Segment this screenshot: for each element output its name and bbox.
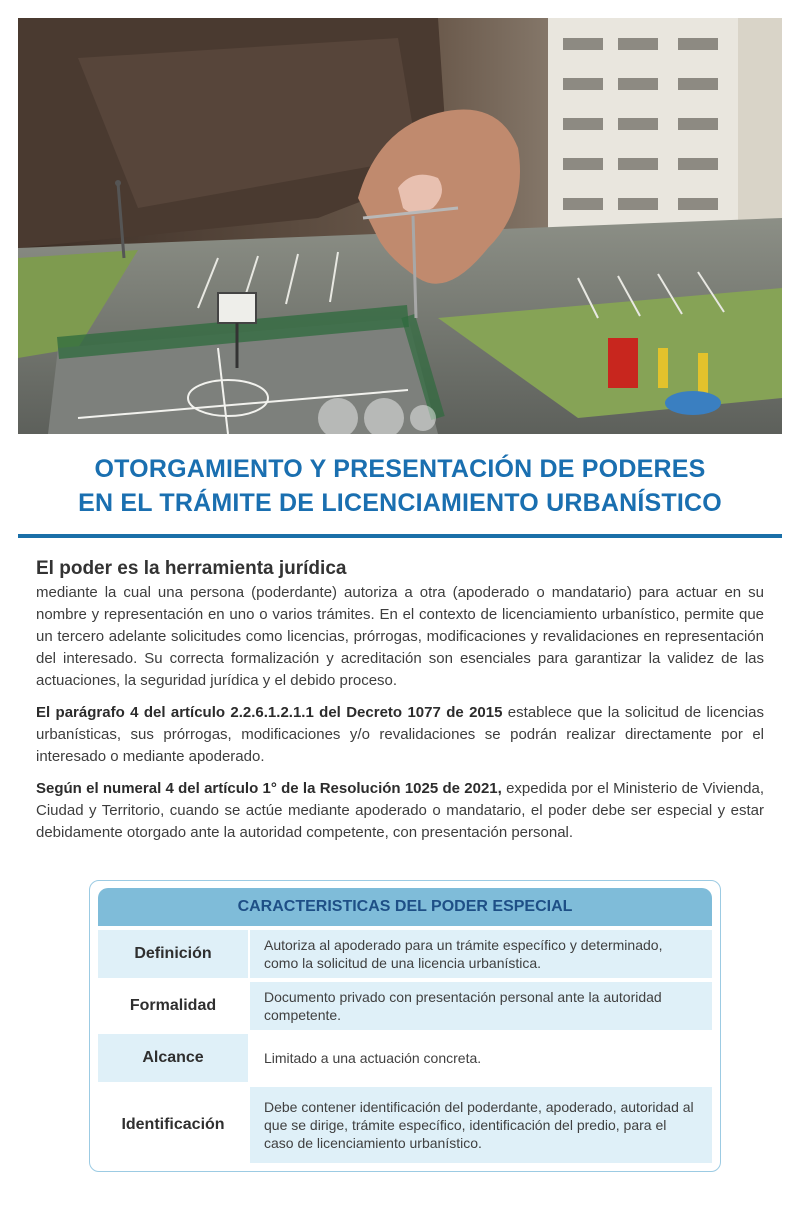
intro-heading: El poder es la herramienta jurídica: [36, 558, 347, 579]
resolution-text: expedida por el Ministerio de Vivienda, Ciudad y Territorio, cuando se actúe mediante apoderado o mandatario, el poder debe ser especial y estar debidamente otorgado ante la autoridad competente, con presentación personal.: [36, 780, 764, 841]
table-row: [98, 930, 712, 978]
decree-reference: El parágrafo 4 del artículo 2.2.6.1.2.1.1 del Decreto 1077 de 2015: [36, 704, 503, 721]
decree-paragraph: [36, 702, 764, 768]
row-value: Autoriza al apoderado para un trámite específico y determinado, como la solicitud de una licencia urbanística.: [250, 930, 712, 978]
page-title-line-1: OTORGAMIENTO Y PRESENTACIÓN DE PODERES: [94, 455, 706, 483]
carousel-dot: [318, 398, 358, 434]
hero-photo: [18, 18, 782, 434]
row-value: Documento privado con presentación personal ante la autoridad competente.: [250, 982, 712, 1030]
carousel-dots: [318, 398, 436, 434]
scale-model-illustration: [18, 18, 782, 434]
decree-text: establece que la solicitud de licencias urbanísticas, sus prórrogas, modificaciones y/o revalidaciones se podrán realizar directamente por el interesado o mediante apoderado.: [36, 704, 764, 765]
table-row: [98, 1034, 712, 1082]
characteristics-table: [89, 880, 721, 1172]
page-title: [0, 452, 800, 520]
intro-paragraph: mediante la cual una persona (poderdante) autoriza a otra (apoderado o mandatario) para actuar en su nombre y representación en uno o varios trámites. En el contexto de licenciamiento urbanístico, permite que un tercero adelante solicitudes como licencias, prórrogas, modificaciones y revalidaciones en representación del interesado. Su correcta formalización y acreditación son esenciales para garantizar la validez de las actuaciones, la seguridad jurídica y el debido proceso.: [36, 584, 764, 689]
table-row: [98, 982, 712, 1030]
carousel-dot: [364, 398, 404, 434]
row-value: Debe contener identificación del poderdante, apoderado, autoridad al que se dirige, trámite específico, identificación del predio, para el caso de licenciamiento urbanístico.: [250, 1087, 712, 1163]
carousel-dot: [410, 405, 436, 431]
row-label: Identificación: [121, 1116, 225, 1133]
row-label: Formalidad: [129, 997, 217, 1014]
main-content: [36, 556, 764, 844]
table-row: [98, 1087, 712, 1163]
page-title-line-2: EN EL TRÁMITE DE LICENCIAMIENTO URBANÍSTICO: [78, 489, 722, 517]
row-value: Limitado a una actuación concreta.: [264, 1050, 482, 1066]
row-label: Alcance: [98, 1034, 248, 1082]
resolution-paragraph: [36, 778, 764, 844]
row-label: Definición: [98, 930, 248, 978]
intro-section: [36, 556, 764, 692]
resolution-reference: Según el numeral 4 del artículo 1° de la Resolución 1025 de 2021,: [36, 780, 502, 797]
title-divider: [18, 534, 782, 538]
table-header: CARACTERISTICAS DEL PODER ESPECIAL: [98, 888, 712, 926]
